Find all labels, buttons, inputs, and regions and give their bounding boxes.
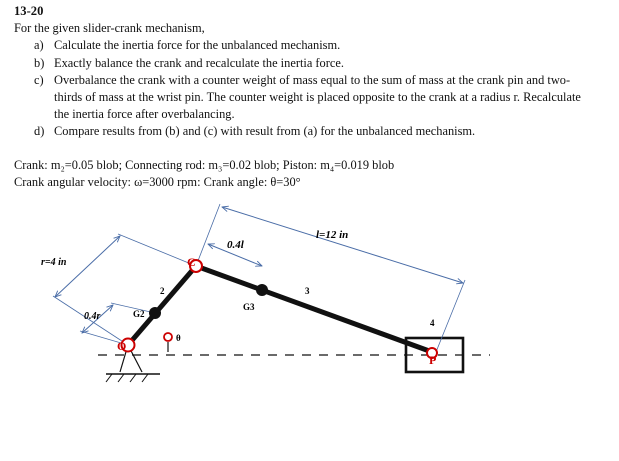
point-p-label: P bbox=[429, 353, 437, 367]
point-c-label: C bbox=[187, 255, 196, 269]
given-masses: Crank: m₂=0.05 blob; Connecting rod: m₃=0.02 blob; Piston: m₄=0.019 blob bbox=[14, 158, 395, 172]
dimension-rod-l bbox=[196, 204, 465, 352]
g2-offset-label: 0.4r bbox=[84, 311, 101, 322]
link-3-label: 3 bbox=[305, 286, 310, 296]
part-text: Exactly balance the crank and recalculate the inertia force. bbox=[54, 55, 344, 70]
point-o-label: O bbox=[117, 339, 127, 353]
g3-offset-label: 0.4l bbox=[227, 239, 244, 251]
part-label: a) bbox=[34, 38, 44, 53]
g3-mass-center bbox=[256, 284, 268, 296]
part-text: Overbalance the crank with a counter weight of mass equal to the sum of mass at the crank pin and two-thirds of mass at the wrist pin. The counter weight is placed opposite to the crank at a radius r. Recalculate the inertia force after overbalancing. bbox=[54, 72, 581, 122]
g2-label: G2 bbox=[133, 309, 145, 319]
part-label: d) bbox=[34, 124, 45, 139]
connecting-rod bbox=[196, 266, 432, 352]
g2-mass-center bbox=[149, 307, 161, 319]
crank-length-label: r=4 in bbox=[41, 257, 67, 268]
problem-intro: For the given slider-crank mechanism, bbox=[14, 21, 205, 36]
link-2-label: 2 bbox=[160, 286, 165, 296]
crank-link bbox=[128, 266, 196, 345]
problem-number: 13-20 bbox=[14, 4, 44, 18]
theta-label: θ bbox=[176, 333, 181, 343]
g3-label: G3 bbox=[243, 302, 255, 312]
part-text: Calculate the inertia force for the unbalanced mechanism. bbox=[54, 38, 341, 53]
given-kinematics: Crank angular velocity: ω=3000 rpm: Crank angle: θ=30° bbox=[14, 175, 301, 189]
part-label: c) bbox=[34, 72, 44, 87]
part-text: Compare results from (b) and (c) with result from (a) for the unbalanced mechanism. bbox=[54, 124, 476, 139]
link-4-label: 4 bbox=[430, 318, 435, 328]
rod-length-label: l=12 in bbox=[316, 229, 349, 241]
part-label: b) bbox=[34, 55, 45, 70]
theta-marker bbox=[164, 333, 172, 352]
